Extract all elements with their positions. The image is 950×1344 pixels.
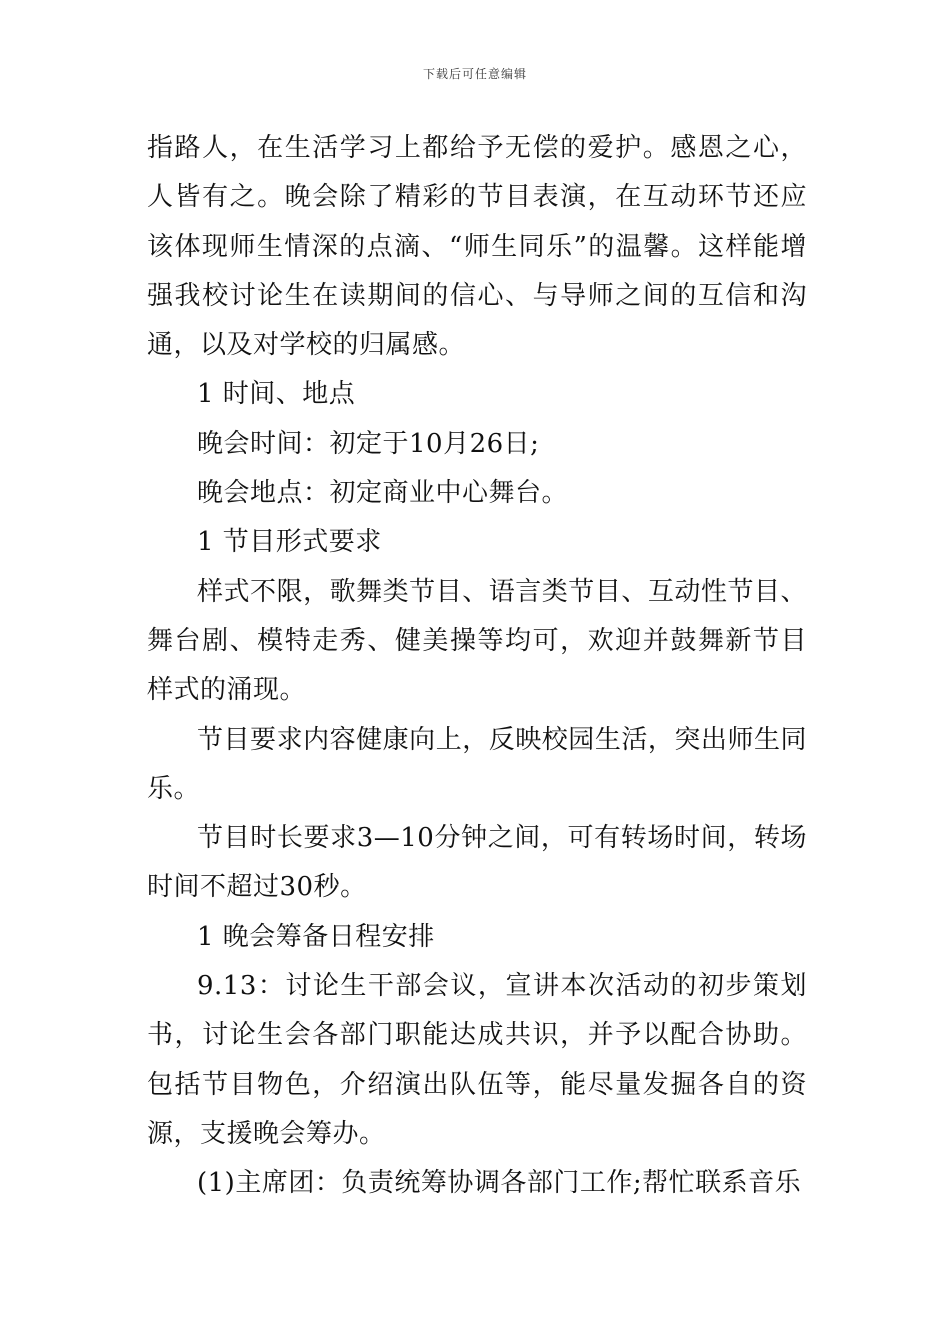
paragraph-program-content: 节目要求内容健康向上，反映校园生活，突出师生同乐。 — [147, 724, 807, 804]
paragraph-intro-continuation: 指路人，在生活学习上都给予无偿的爱护。感恩之心，人皆有之。晚会除了精彩的节目表演，在互动环节还应该体现师生情深的点滴、“师生同乐”的温馨。这样能增强我校讨论生在读期间的信心、与导师之间的互信和沟通，以及对学校的归属感。 — [147, 133, 807, 361]
section-heading-program-format: 1 节目形式要求 — [197, 527, 382, 558]
paragraph-schedule-913: 9.13：讨论生干部会议，宣讲本次活动的初步策划书，讨论生会各部门职能达成共识，并予以配合协助。包括节目物色，介绍演出队伍等，能尽量发掘各自的资源，支援晚会筹办。 — [147, 971, 807, 1149]
paragraph-program-duration: 节目时长要求3—10分钟之间，可有转场时间，转场时间不超过30秒。 — [147, 823, 807, 903]
paragraph-presidium-duties: (1)主席团：负责统筹协调各部门工作;帮忙联系音乐 — [197, 1168, 802, 1199]
paragraph-program-styles: 样式不限，歌舞类节目、语言类节目、互动性节目、舞台剧、模特走秀、健美操等均可，欢迎并鼓舞新节目样式的涌现。 — [147, 576, 807, 706]
section-heading-time-place: 1 时间、地点 — [197, 379, 356, 410]
page-header: 下载后可任意编辑 — [422, 67, 527, 81]
paragraph-event-place: 晚会地点：初定商业中心舞台。 — [197, 478, 569, 509]
paragraph-event-time: 晚会时间：初定于10月26日; — [197, 428, 540, 459]
document-body — [147, 124, 807, 1209]
section-heading-schedule: 1 晚会筹备日程安排 — [197, 921, 435, 952]
